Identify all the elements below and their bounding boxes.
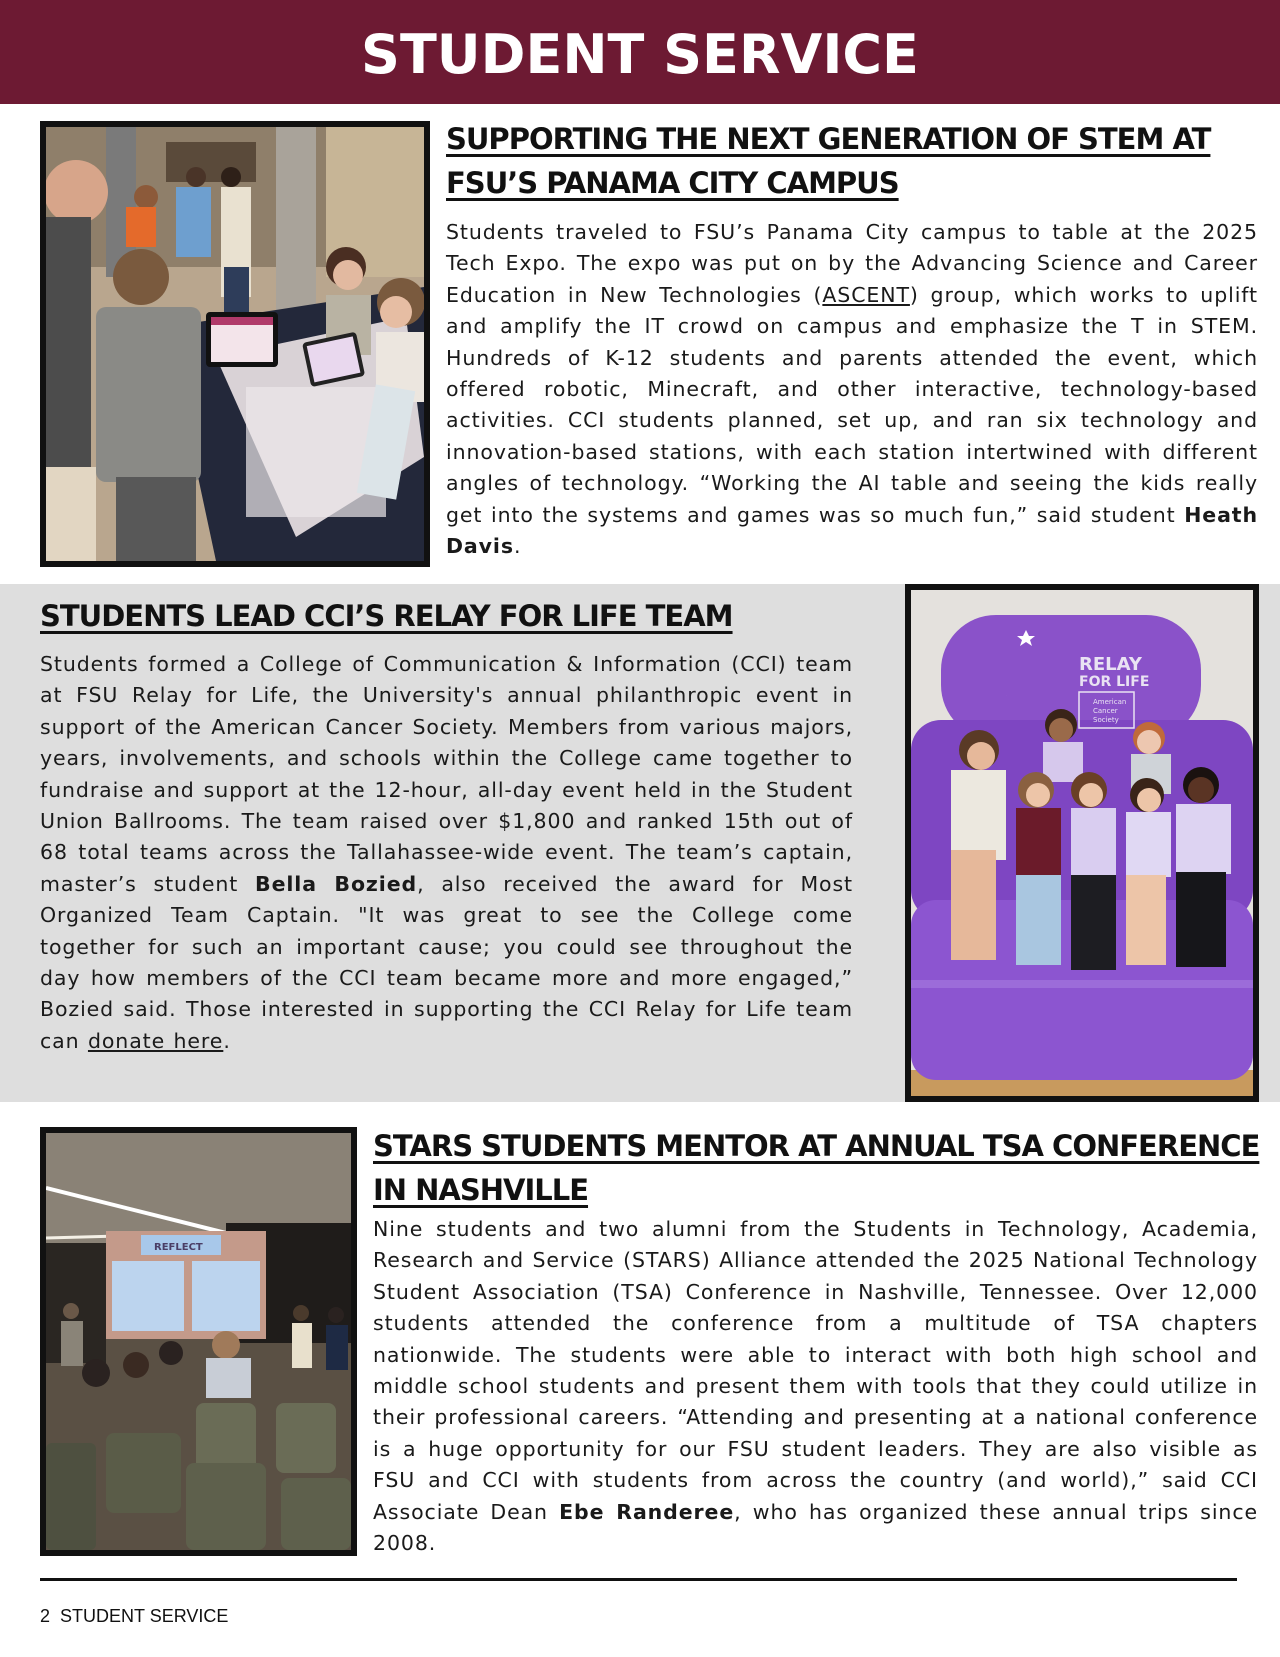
body-text-segment: Students formed a College of Communication & Information (CCI) team at FSU Relay for Life, the University's annual philanthropic event in support of the American Cancer Society. Members from various majors, years, involvements, and schools within the College came together to fundraise and support at the 12-hour, all-day event held in the Student Union Ballrooms. The team raised over $1,800 and ranked 15th out of 68 total teams across the Tallahassee-wide event. The team’s captain, master’s student <box>40 652 853 896</box>
svg-text:Cancer: Cancer <box>1093 707 1118 715</box>
team-captain-name: Bella Bozied <box>255 871 418 896</box>
donate-here-link[interactable]: donate here <box>87 1028 224 1053</box>
svg-text:Society: Society <box>1093 716 1119 724</box>
tsa-photo-illustration <box>46 1133 351 1550</box>
article-headline-relay <box>40 594 860 638</box>
article-body-stars <box>373 1214 1258 1559</box>
ascent-link[interactable]: ASCENT <box>822 282 910 307</box>
body-text-segment: , who has organized these annual trips since 2008. <box>373 1499 1258 1556</box>
article-body-relay <box>40 649 853 1057</box>
tech-expo-photo-illustration <box>46 127 424 561</box>
page-footer <box>40 1606 228 1627</box>
footer-divider <box>40 1578 1237 1581</box>
relay-for-life-photo <box>905 584 1259 1102</box>
body-text-segment: ) group, which works to uplift and amplify the IT crowd on campus and emphasize the T in STEM. Hundreds of K-12 students and parents attended the event, which offered robotic, Minecraft, and other interactive, technology-based activities. CCI students planned, set up, and ran six technology and innovation-based stations, with each station intertwined with different angles of technology. “Working the AI table and seeing the kids really get into the systems and games was so much fun,” said student <box>446 282 1258 527</box>
tech-expo-photo <box>40 121 430 567</box>
page-number: 2 <box>40 1606 51 1626</box>
article-headline-stem <box>446 117 1246 205</box>
section-header-band <box>0 0 1280 104</box>
article-body-stem <box>446 217 1258 562</box>
body-text-segment: , also received the award for Most Organized Team Captain. "It was great to see the College come together for such an important cause; you could see throughout the day how members of the CCI team became more and more engaged,” Bozied said. Those interested in supporting the CCI Relay for Life team can <box>40 871 854 1053</box>
footer-section-label: STUDENT SERVICE <box>60 1606 229 1626</box>
slide-title-text: REFLECT <box>154 1242 203 1253</box>
svg-text:FOR LIFE: FOR LIFE <box>1079 674 1150 690</box>
tsa-conference-photo <box>40 1127 357 1556</box>
relay-photo-illustration <box>911 590 1253 1096</box>
headline-line1: SUPPORTING THE NEXT GENERATION OF STEM AT <box>446 122 1211 156</box>
quoted-person-name: Heath Davis <box>446 502 1258 559</box>
body-text-segment: Students traveled to FSU’s Panama City campus to table at the 2025 Tech Expo. The expo was put on by the Advancing Science and Career Education in New Technologies ( <box>446 220 1258 307</box>
headline-line1: STARS STUDENTS MENTOR AT ANNUAL TSA CONFERENCE <box>373 1129 1260 1163</box>
svg-text:American: American <box>1093 698 1127 706</box>
associate-dean-name: Ebe Randeree <box>559 1499 735 1524</box>
headline-text: STUDENTS LEAD CCI’S RELAY FOR LIFE TEAM <box>40 599 733 633</box>
article-headline-stars <box>373 1124 1263 1212</box>
headline-line2: FSU’S PANAMA CITY CAMPUS <box>446 166 899 200</box>
body-text-segment: . <box>223 1028 231 1053</box>
page-title: STUDENT SERVICE <box>361 22 919 86</box>
headline-line2: IN NASHVILLE <box>373 1173 589 1207</box>
relay-sign-text: RELAY <box>1079 654 1142 675</box>
body-text-segment: Nine students and two alumni from the Students in Technology, Academia, Research and Service (STARS) Alliance attended the 2025 National Technology Student Association (TSA) Conference in Nashville, Tennessee. Over 12,000 students attended the conference from a multitude of TSA chapters nationwide. The students were able to interact with both high school and middle school students and present them with tools that they could utilize in their professional careers. “Attending and presenting at a national conference is a huge opportunity for our FSU student leaders. They are also visible as FSU and CCI with students from across the country (and world),” said CCI Associate Dean <box>373 1217 1258 1524</box>
body-text-segment: . <box>513 534 522 559</box>
